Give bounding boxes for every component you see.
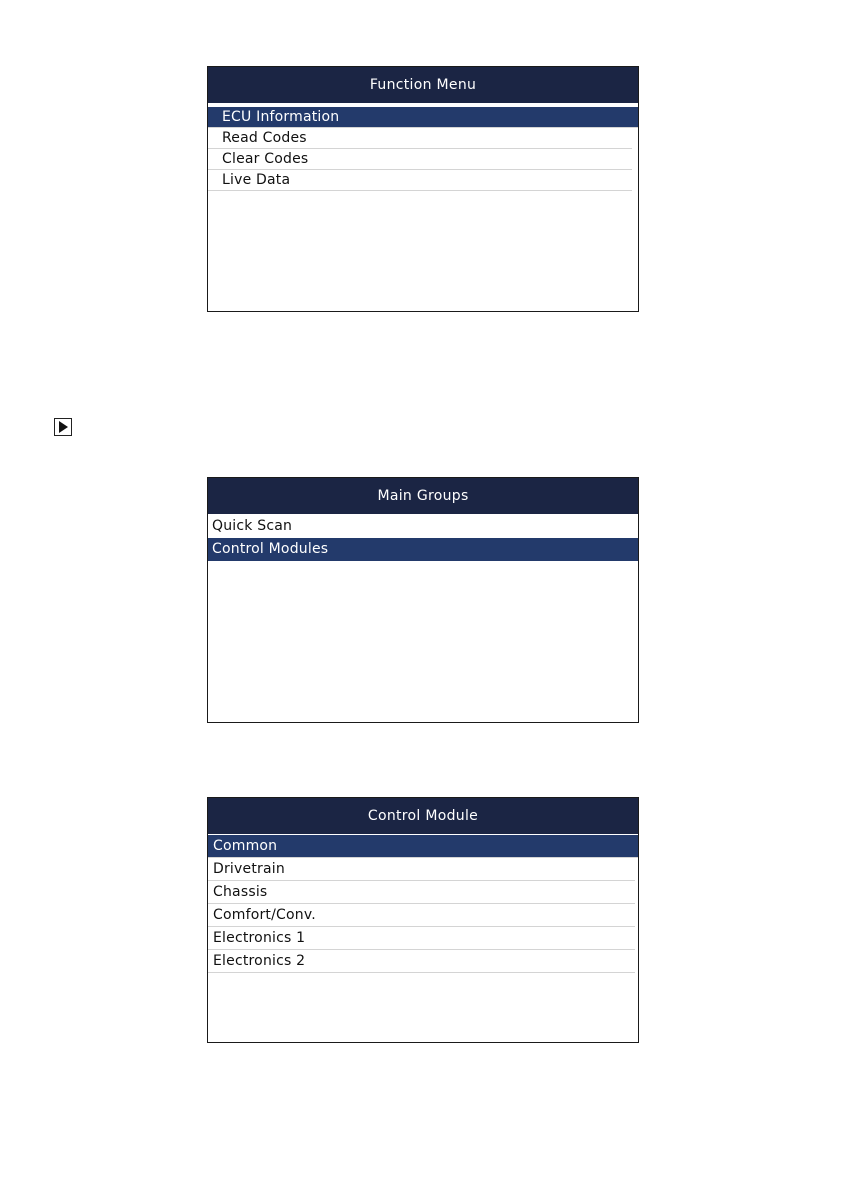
screen-title: Main Groups — [208, 478, 638, 515]
menu-item-clear-codes[interactable]: Clear Codes — [208, 149, 632, 170]
menu-list — [208, 835, 638, 973]
function-menu-screen — [207, 66, 639, 312]
menu-item-read-codes[interactable]: Read Codes — [208, 128, 632, 149]
menu-list — [208, 107, 638, 191]
menu-item-chassis[interactable]: Chassis — [208, 881, 635, 904]
menu-item-electronics-2[interactable]: Electronics 2 — [208, 950, 635, 973]
screen-title: Function Menu — [208, 67, 638, 104]
screen-title: Control Module — [208, 798, 638, 835]
main-groups-screen — [207, 477, 639, 723]
menu-item-control-modules[interactable]: Control Modules — [208, 538, 638, 561]
menu-item-quick-scan[interactable]: Quick Scan — [212, 518, 293, 534]
menu-item-common[interactable]: Common — [208, 835, 638, 858]
play-arrow-icon — [54, 418, 72, 436]
menu-item-ecu-information[interactable]: ECU Information — [208, 107, 638, 128]
control-module-screen — [207, 797, 639, 1043]
menu-list — [208, 515, 638, 561]
menu-item-drivetrain[interactable]: Drivetrain — [208, 858, 635, 881]
menu-item-live-data[interactable]: Live Data — [208, 170, 632, 191]
menu-item-electronics-1[interactable]: Electronics 1 — [208, 927, 635, 950]
menu-item-comfort-conv[interactable]: Comfort/Conv. — [208, 904, 635, 927]
